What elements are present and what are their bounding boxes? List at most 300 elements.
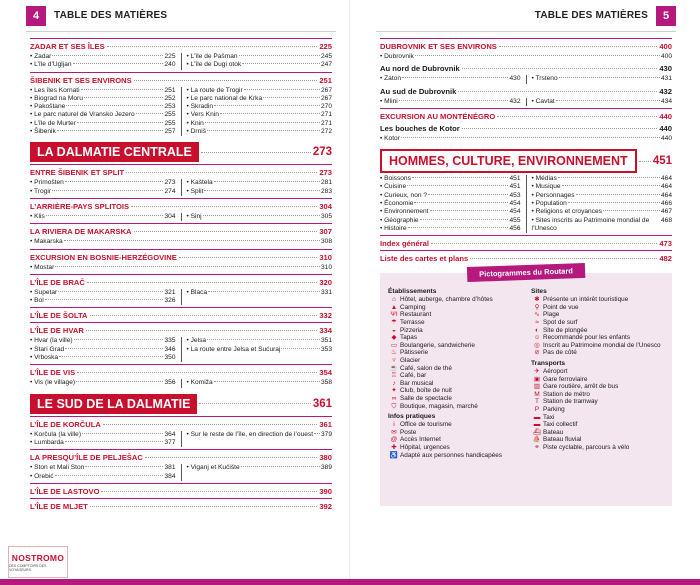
toc-entry-label: • Personnages [531,191,575,199]
section-page: 332 [319,311,332,321]
section-rule [30,322,332,323]
toc-entry[interactable] [187,337,333,345]
dot-leader [59,356,163,357]
toc-entry[interactable] [30,120,176,128]
sight-icon: ✱ [534,296,540,304]
toc-entry-label: • Vrboska [30,354,59,362]
section-heading[interactable] [30,168,332,177]
toc-entry-label: • Cavtat [531,97,555,105]
toc-entry[interactable] [380,217,521,225]
entry-column-left [30,431,176,448]
section-title: Index général [380,239,429,249]
toc-entry[interactable] [187,289,333,297]
entry-column-left [380,175,521,233]
section-heading[interactable] [30,453,332,462]
toc-entry-label: • Vis (le village) [30,379,76,387]
section-heading[interactable] [30,420,332,429]
toc-entry-label: • La route entre Jelsa et Sućuraj [186,345,281,353]
section-rule [30,223,332,224]
left-page-header [26,0,336,32]
pictogram-legend [380,266,672,506]
section-heading[interactable] [30,202,332,211]
toc-entry-page: 326 [164,297,176,305]
toc-entry-page: 434 [660,97,672,105]
section-page: 304 [319,201,332,211]
kids-icon: ☺ [533,334,541,342]
section-rule [30,164,332,165]
section-title: EXCURSION AU MONTÉNÉGRO [380,111,496,121]
toc-entry-label: • Les îles Kornati [30,86,80,94]
section-heading[interactable] [30,487,332,496]
pictogram-label: Site de plongée [543,326,588,334]
section-heading[interactable] [30,278,332,287]
section-heading[interactable] [380,42,672,51]
pictogram-item [388,429,521,437]
toc-entry-label: • Blaca [186,288,208,296]
toc-entry-page: 464 [660,191,672,199]
section-heading[interactable] [30,368,332,377]
dot-leader [205,122,320,123]
pictogram-label: Restaurant [400,311,432,319]
section-rule [30,198,332,199]
hotel-icon: ⌂ [392,296,396,304]
dot-leader [208,291,320,292]
pictogram-item [531,383,664,391]
pictogram-item [388,444,521,452]
toc-entry-page: 381 [164,464,176,472]
pictogram-column-right [531,285,664,459]
toc-entry-page: 466 [660,200,672,208]
toc-entry[interactable] [532,217,673,234]
left-toc [30,38,332,511]
entry-column-left [30,213,176,221]
pictogram-item [388,421,521,429]
toc-entry[interactable] [30,354,176,362]
entry-column-left [30,87,176,137]
pictogram-label: Station de métro [543,390,590,398]
section-rule [380,250,672,251]
entry-column-left [380,98,521,106]
pictogram-item [531,296,664,304]
pictogram-legend-title: Pictogrammes du Routard [467,263,585,282]
pictogram-item [388,296,521,304]
toc-entry[interactable] [532,208,673,216]
toc-entry[interactable] [187,53,333,61]
toc-entry-page: 464 [660,183,672,191]
airport-icon: ✈ [534,368,540,376]
internet-icon: @ [390,436,398,444]
section-heading[interactable] [30,76,332,85]
toc-entry[interactable] [30,431,176,439]
dot-leader [46,215,164,216]
pictogram-item [531,334,664,342]
toc-entry[interactable] [532,175,673,183]
dot-leader [64,240,320,241]
dot-leader [103,424,317,425]
toc-entry-page: 451 [509,183,521,191]
pictogram-label: Salle de spectacle [400,394,452,402]
toc-entry[interactable] [187,120,333,128]
toc-entry[interactable] [30,213,176,221]
toc-entry-label: • L’île de Pašman [186,53,238,60]
toc-entry[interactable] [532,200,673,208]
toc-entry[interactable] [30,473,176,481]
dot-leader [207,130,320,131]
entry-list [30,238,332,246]
toc-entry-label: • Sites inscrits au Patrimoine mondial de l’Unesco [531,216,650,232]
toc-entry-label: • Le parc naturel de Vransko Jezero [30,111,135,119]
pictogram-item [531,349,664,357]
pictogram-item [531,421,664,429]
toc-entry-label: • Orebić [30,472,54,480]
pictogram-label: Café, salon de thé [400,364,452,372]
boat-icon: ⛴ [532,428,542,436]
toc-entry[interactable] [187,179,333,187]
pictogram-item [388,387,521,395]
pictogram-item [531,304,664,312]
toc-entry[interactable] [30,238,332,246]
section-rule [380,235,672,236]
section-title: ŠIBENIK ET SES ENVIRONS [30,75,132,85]
toc-entry[interactable] [380,208,521,216]
section-heading[interactable] [380,87,672,96]
toc-entry-label: • Pakoštane [30,103,66,111]
off-track-icon: ⊘ [534,349,540,357]
dot-leader [199,403,310,404]
toc-entry-page: 358 [320,379,332,387]
page-number: 4 [26,6,46,26]
bottom-bar [0,579,700,585]
unesco-icon: ◎ [534,341,540,349]
toc-entry-label: • Stari Grad [30,345,65,353]
toc-entry[interactable] [380,175,521,183]
toc-entry[interactable] [30,346,176,354]
pictogram-label: Taxi collectif [543,421,578,429]
metro-icon: M [534,390,540,398]
pictogram-item [531,311,664,319]
tourist-office-icon: i [393,421,395,429]
dot-leader [65,441,164,442]
toc-entry-label: • Makarska [30,238,63,246]
dot-leader [57,130,164,131]
section-heading[interactable] [30,502,332,511]
dot-leader [77,122,164,123]
toc-entry[interactable] [380,192,521,200]
toc-entry[interactable] [30,464,176,472]
section-heading[interactable] [380,124,672,133]
dot-leader [214,105,320,106]
toc-entry[interactable] [30,439,176,447]
section-heading[interactable] [30,311,332,320]
toc-entry[interactable] [30,53,176,61]
toc-entry-page: 252 [164,94,176,102]
toc-entry[interactable] [30,103,176,111]
entry-column [30,238,332,246]
pictogram-item [388,372,521,380]
pictogram-item [388,395,521,403]
entry-columns [30,464,332,481]
section-heading[interactable] [30,227,332,236]
section-rule [30,72,332,73]
pictogram-item [388,365,521,373]
toc-entry[interactable] [30,337,176,345]
toc-entry-page: 255 [164,119,176,127]
dot-leader [74,339,164,340]
section-page: 392 [319,501,332,511]
section-rule [30,38,332,39]
dot-leader [52,55,163,56]
pictogram-label: Poste [400,428,417,436]
section-title: Liste des cartes et plans [380,254,469,264]
toc-entry[interactable] [532,98,673,106]
toc-entry-label: • Économie [380,200,414,208]
pictogram-item [531,444,664,452]
toc-entry-page: 267 [320,86,332,94]
right-toc [380,38,672,263]
pictogram-label: Bateau fluvial [543,436,582,444]
region-page: 273 [312,146,332,159]
section-heading[interactable] [380,64,672,73]
section-heading[interactable] [30,42,332,51]
toc-entry[interactable] [187,346,333,354]
entry-column [380,135,672,143]
section-heading[interactable] [380,254,672,263]
toc-entry-page: 308 [320,238,332,246]
toc-entry-label: • Primošten [30,179,64,187]
tapas-icon: ◆ [391,334,397,342]
toc-entry[interactable] [380,98,521,106]
toc-entry-label: • Zadar [30,53,52,60]
toc-entry-page: 240 [164,61,176,69]
toc-entry[interactable] [30,95,176,103]
taxi-icon: ▬ [533,413,541,421]
section-rule [380,108,672,109]
section-page: 380 [319,453,332,463]
dot-leader [559,77,660,78]
toc-entry-page: 270 [320,103,332,111]
section-page: 440 [659,111,672,121]
toc-entry[interactable] [30,179,176,187]
toc-entry[interactable] [380,75,521,83]
pizza-icon: ◒ [392,326,396,334]
toc-entry-page: 251 [164,86,176,94]
section-page: 400 [659,42,672,51]
dot-leader [84,97,164,98]
toc-entry-label: • La route de Trogir [186,86,243,94]
section-title: LA RIVIERA DE MAKARSKA [30,227,132,237]
pictogram-column-left [388,285,521,459]
pictogram-item [531,342,664,350]
entry-column-right [181,464,333,481]
diving-icon: ◐ [535,326,539,334]
toc-entry-page: 272 [320,128,332,136]
pictogram-label: Spot de surf [543,319,578,327]
toc-entry-page: 455 [509,216,521,224]
pictogram-item [531,391,664,399]
toc-entry-label: • Dubrovnik [380,53,414,60]
entry-columns [30,213,332,221]
region-title: LE SUD DE LA DALMATIE [30,394,197,414]
toc-entry-page: 454 [509,208,521,216]
toc-entry[interactable] [380,200,521,208]
section-title: EXCURSION EN BOSNIE-HERZÉGOVINE [30,252,177,262]
toc-entry-page: 351 [320,337,332,345]
toc-entry[interactable] [30,188,176,196]
toc-entry[interactable] [380,135,672,143]
toc-entry[interactable] [187,87,333,95]
ice-cream-icon: ▿ [392,357,396,365]
camping-icon: ▲ [390,303,398,311]
section-heading[interactable] [380,112,672,121]
toc-entry-label: • Sinj [186,212,202,220]
section-page: 320 [319,277,332,287]
region-heading[interactable] [30,394,332,414]
section-rule [380,38,672,39]
toc-entry[interactable] [187,379,333,387]
section-page: 390 [319,486,332,496]
toc-entry-label: • Vers Knin [186,111,219,119]
dot-leader [52,190,163,191]
beach-icon: ∿ [534,311,540,319]
toc-entry[interactable] [532,192,673,200]
section-page: 273 [319,168,332,178]
toc-entry-label: • Mostar [30,263,55,271]
toc-entry-page: 273 [164,179,176,187]
entry-list [30,264,332,272]
toc-entry[interactable] [380,183,521,191]
section-heading[interactable] [380,239,672,248]
toc-entry-label: • Cuisine [380,183,407,191]
region-page: 451 [652,155,672,168]
dot-leader [281,348,320,349]
pictogram-label: Piste cyclable, parcours à vélo [543,443,630,451]
dot-leader [65,181,164,182]
entry-columns [30,179,332,196]
dot-leader [639,161,651,162]
pictogram-category: Sites [531,288,547,296]
toc-entry-label: • Bol [30,297,44,305]
toc-entry[interactable] [187,103,333,111]
pictogram-label: Hôtel, auberge, chambre d’hôtes [400,296,493,304]
toc-entry[interactable] [380,53,672,61]
dot-leader [85,466,163,467]
toc-entry[interactable] [532,75,673,83]
bike-icon: ⚭ [534,443,540,451]
toc-entry[interactable] [187,95,333,103]
toc-entry[interactable] [187,111,333,119]
entry-column-left [30,379,176,387]
section-page: 251 [319,75,332,85]
pictogram-item [388,403,521,411]
entry-column [380,53,672,61]
entry-column-right [526,98,673,106]
entry-column-right [526,175,673,233]
section-page: 334 [319,326,332,336]
dot-leader [131,206,317,207]
toc-entry[interactable] [30,61,176,69]
shared-taxi-icon: ▬ [533,421,541,429]
toc-entry-page: 377 [164,438,176,446]
toc-entry[interactable] [187,464,333,472]
toc-entry-page: 331 [320,288,332,296]
toc-entry-label: • Curieux, non ? [380,191,428,199]
toc-entry-label: • Trsteno [531,75,558,83]
toc-entry-page: 432 [509,97,521,105]
dot-leader [107,46,318,47]
pictogram-item [531,368,664,376]
region-heading[interactable] [380,149,672,173]
viewpoint-icon: ⚲ [534,303,540,311]
toc-entry[interactable] [187,128,333,136]
toc-entry[interactable] [30,87,176,95]
region-heading[interactable] [30,142,332,162]
hospital-icon: ✚ [391,443,397,451]
dot-leader [86,330,317,331]
dot-leader [412,177,509,178]
section-title: L’ÎLE DE VIS [30,368,76,378]
toc-entry-page: 267 [320,94,332,102]
toc-entry-page: 274 [164,187,176,195]
dot-leader [82,433,163,434]
toc-entry-page: 305 [320,212,332,220]
dot-leader [220,113,320,114]
header-title: TABLE DES MATIÈRES [534,10,648,21]
toc-entry[interactable] [187,213,333,221]
section-heading[interactable] [30,326,332,335]
pictogram-label: Gare ferroviaire [543,375,588,383]
pictogram-label: Station de tramway [543,398,598,406]
section-title: LA PRESQU’ÎLE DE PELJEŠAC [30,453,143,463]
logo-name: NOSTROMO [11,552,65,563]
pictogram-item [388,357,521,365]
toc-entry-label: • Population [531,200,567,208]
dot-leader [558,177,660,178]
toc-entry-page: 440 [660,134,672,142]
entry-column-right [181,431,333,448]
pictogram-label: Terrasse [400,319,425,327]
toc-entry-page: 335 [164,337,176,345]
pictogram-item [531,376,664,384]
toc-entry[interactable] [30,264,332,272]
toc-entry-label: • Sur le reste de l’île, en direction de l’ouest [186,430,314,438]
pictogram-item [388,452,521,460]
toc-entry[interactable] [187,431,333,439]
toc-entry[interactable] [30,111,176,119]
toc-entry[interactable] [30,297,176,305]
toc-entry-page: 454 [509,200,521,208]
section-page: 361 [319,419,332,429]
toc-entry[interactable] [30,379,176,387]
dot-leader [214,181,320,182]
pastry-icon: ♨ [391,349,397,357]
dot-leader [462,68,658,69]
toc-entry[interactable] [187,188,333,196]
toc-entry-page: 364 [164,430,176,438]
region-title: HOMMES, CULTURE, ENVIRONNEMENT [380,149,637,173]
pictogram-item [388,319,521,327]
toc-entry-label: • Boissons [380,175,411,183]
dot-leader [73,63,164,64]
dot-leader [45,299,164,300]
entry-column-right [181,87,333,137]
section-heading[interactable] [30,253,332,262]
toc-entry[interactable] [187,61,333,69]
dot-leader [242,63,320,64]
toc-entry[interactable] [380,225,521,233]
toc-entry[interactable] [30,128,176,136]
toc-entry[interactable] [532,183,673,191]
toc-entry[interactable] [30,289,176,297]
